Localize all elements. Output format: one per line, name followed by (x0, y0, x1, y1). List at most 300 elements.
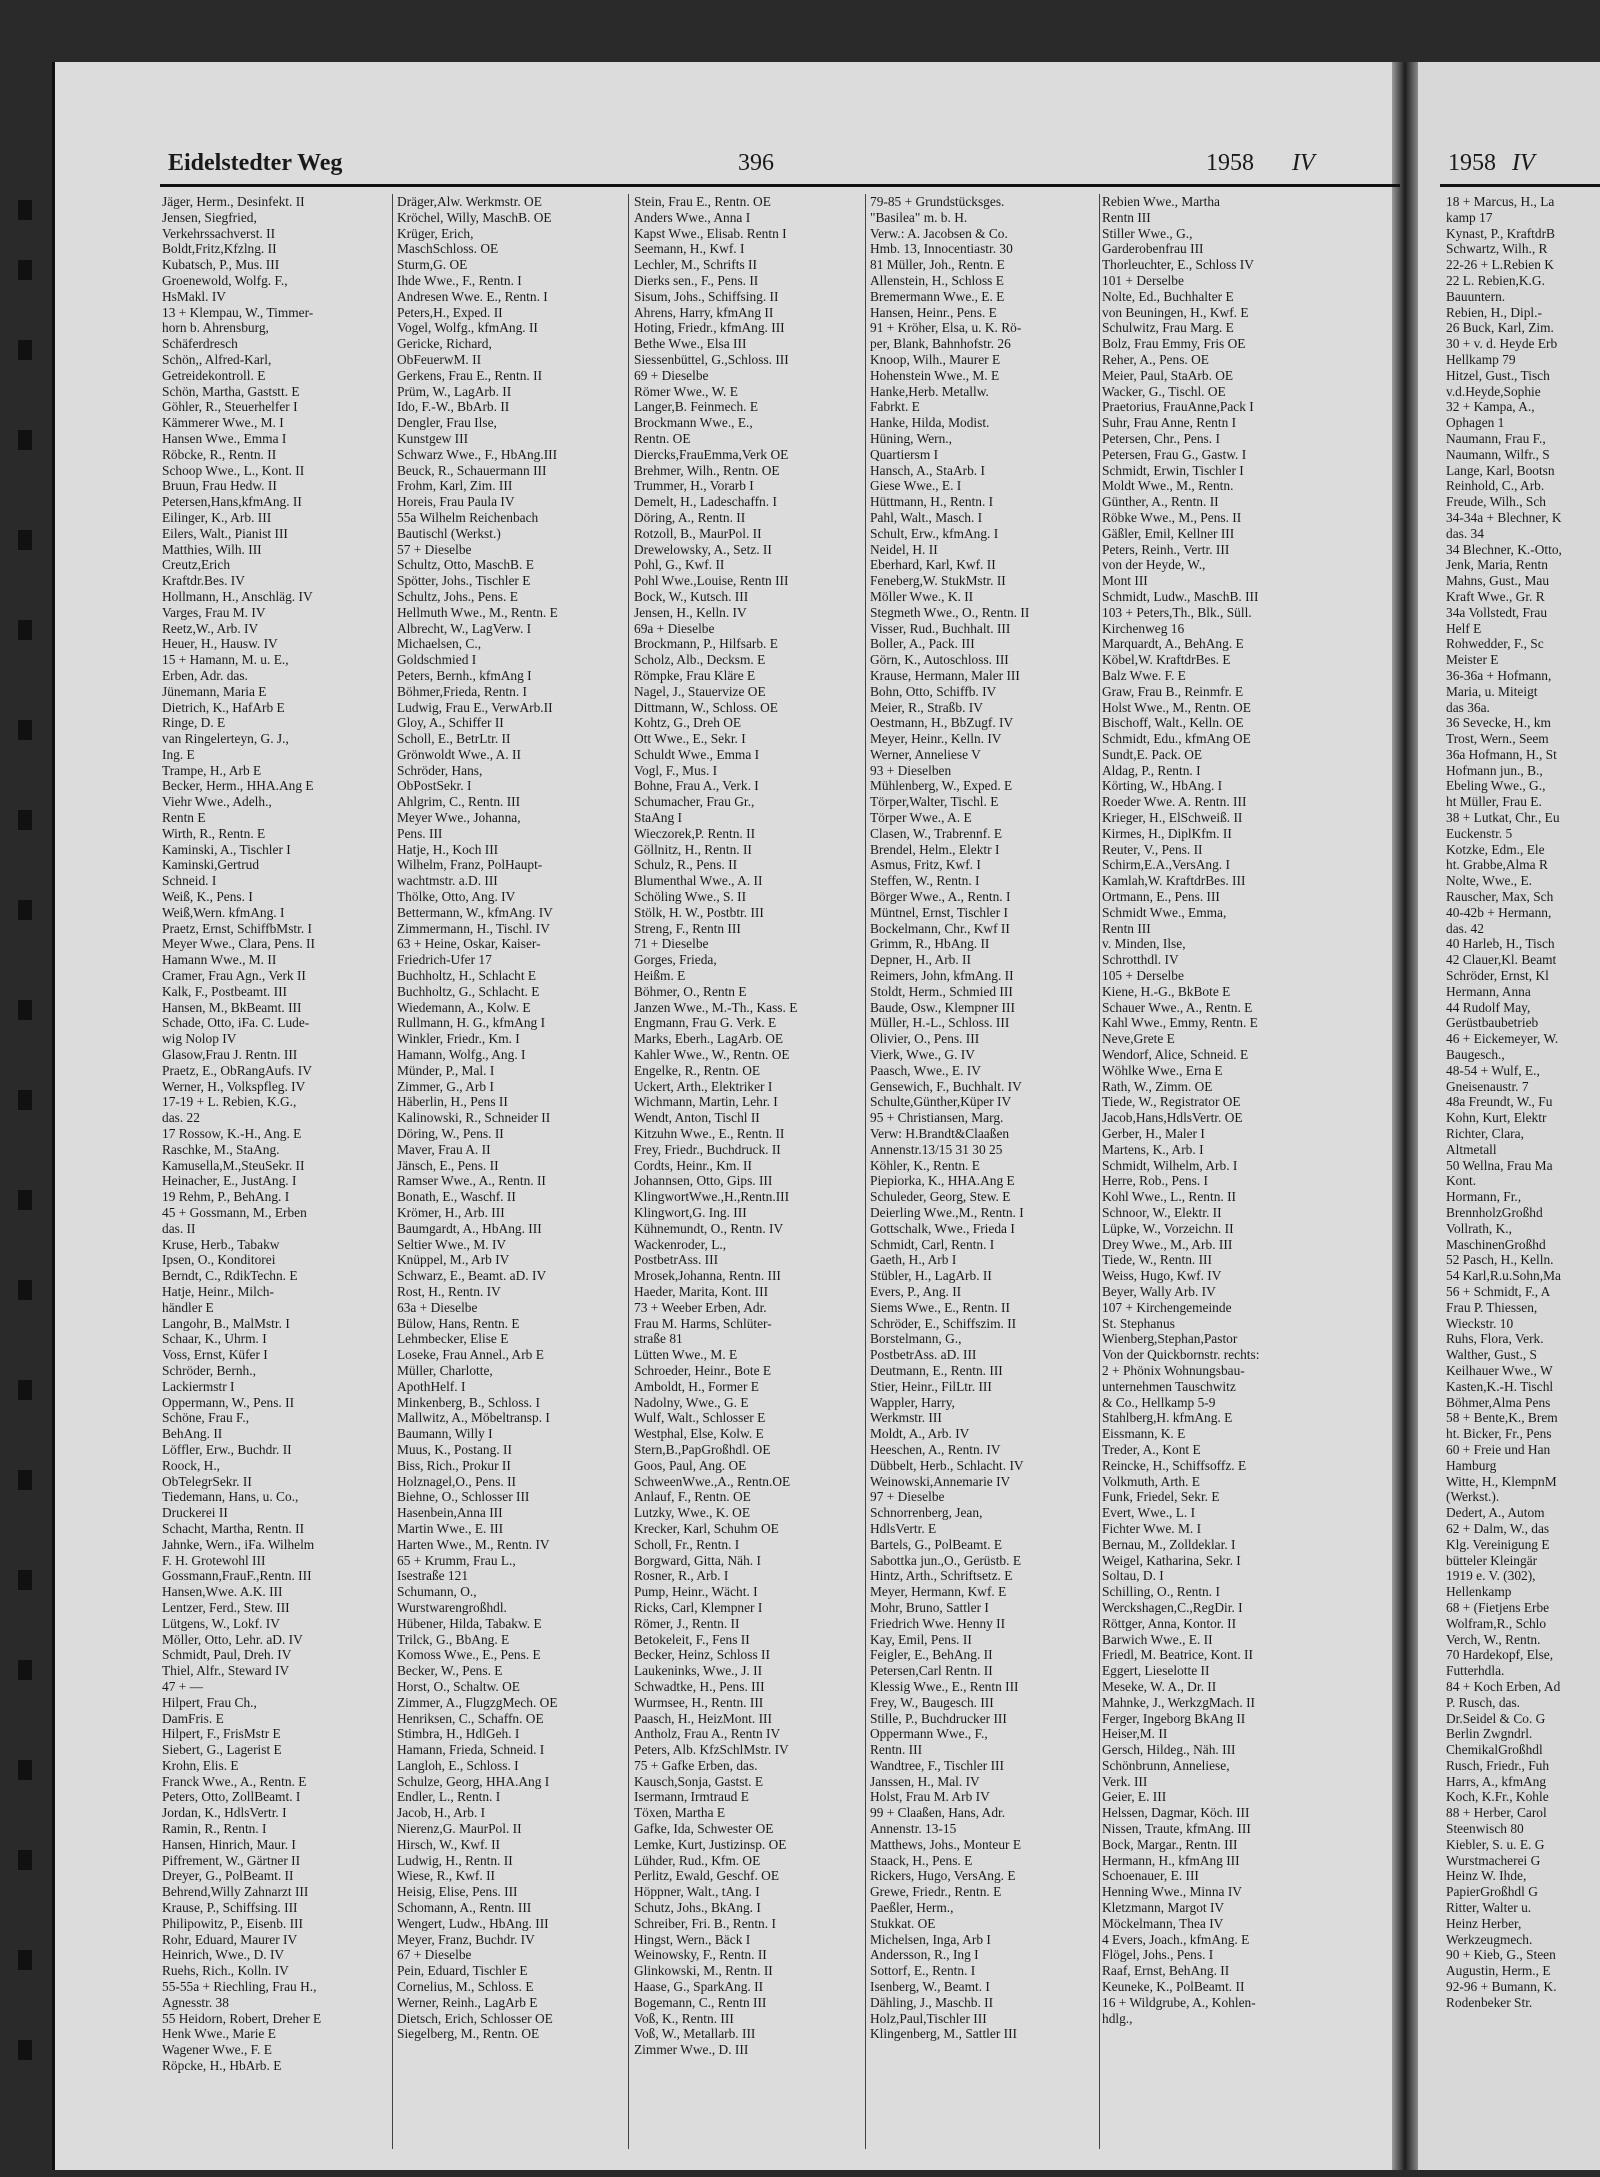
directory-entry: PapierGroßhdl G (1446, 1884, 1538, 1900)
directory-entry: Wurstwarengroßhdl. (397, 1599, 507, 1615)
directory-entry: 44 Rudolf May, (1446, 999, 1531, 1015)
directory-entry: Rentn E (162, 810, 206, 826)
directory-entry: ht. Grabbe,Alma R (1446, 857, 1548, 873)
directory-entry: Herre, Rob., Pens. I (1102, 1173, 1208, 1189)
directory-entry: Eberhard, Karl, Kwf. II (870, 557, 996, 573)
directory-entry: Gorges, Frieda, (634, 952, 717, 968)
directory-entry: Jensen, H., Kelln. IV (634, 604, 747, 620)
directory-entry: Prüm, W., LagArb. II (397, 383, 512, 399)
directory-entry: Sabottka jun.,O., Gerüstb. E (870, 1552, 1021, 1568)
directory-entry: Steenwisch 80 (1446, 1821, 1524, 1837)
directory-entry: Werner, Reinh., LagArb E (397, 1994, 538, 2010)
directory-entry: Graw, Frau B., Reinmfr. E (1102, 683, 1244, 699)
directory-entry: Buchholtz, G., Schlacht. E (397, 983, 540, 999)
directory-entry: 92-96 + Bumann, K. (1446, 1979, 1557, 1995)
directory-entry: Schnoor, W., Elektr. II (1102, 1205, 1222, 1220)
directory-entry: bütteler Kleingär (1446, 1552, 1538, 1568)
directory-entry: 4 Evers, Joach., kfmAng. E (1102, 1931, 1250, 1947)
directory-entry: Werkzeugmech. (1446, 1931, 1533, 1947)
directory-entry: 22 L. Rebien,K.G. (1446, 272, 1545, 288)
directory-entry: Harrs, A., kfmAng (1446, 1773, 1547, 1789)
directory-entry: Ebeling Wwe., G., (1446, 778, 1546, 794)
directory-entry: Röbke Wwe., M., Pens. II (1102, 509, 1242, 525)
directory-entry: Gäßler, Emil, Kellner III (1102, 525, 1235, 541)
directory-entry: Martin Wwe., E. III (397, 1520, 504, 1536)
directory-entry: 54 Karl,R.u.Sohn,Ma (1446, 1268, 1561, 1284)
directory-entry: Knoop, Wilh., Maurer E (870, 351, 1001, 367)
directory-entry: Brendel, Helm., Elektr I (870, 841, 1000, 857)
directory-entry: Ipsen, O., Konditorei (162, 1252, 276, 1268)
directory-entry: Dreyer, G., PolBeamt. II (162, 1868, 294, 1884)
directory-entry: Thorleuchter, E., Schloss IV (1102, 257, 1254, 273)
directory-entry: Dierks sen., F., Pens. II (634, 272, 759, 288)
directory-entry: Schult, Erw., kfmAng. I (870, 525, 999, 541)
directory-entry: Schwarz, E., Beamt. aD. IV (397, 1268, 547, 1284)
directory-entry: 2 + Phönix Wohnungsbau- (1102, 1362, 1245, 1378)
directory-entry: Gerüstbaubetrieb (1446, 1015, 1539, 1031)
directory-entry: von der Heyde, W., (1102, 557, 1206, 573)
directory-entry: Meseke, W. A., Dr. II (1102, 1678, 1217, 1694)
directory-entry: 46 + Eickemeyer, W. (1446, 1031, 1559, 1047)
directory-entry: Horeis, Frau Paula IV (397, 494, 515, 510)
directory-entry: Treder, A., Kont E (1102, 1441, 1201, 1457)
directory-entry: Wandtree, F., Tischler III (870, 1757, 1004, 1773)
directory-entry: DamFris. E (162, 1710, 224, 1726)
directory-entry: Loseke, Frau Annel., Arb E (397, 1347, 544, 1363)
directory-entry: Depner, H., Arb. II (870, 952, 971, 968)
directory-entry: Eissmann, K. E (1102, 1426, 1186, 1442)
directory-entry: Vogel, Wolfg., kfmAng. II (397, 320, 538, 336)
directory-entry: Kaminski,Gertrud (162, 857, 260, 873)
directory-entry: StaAng I (634, 810, 682, 826)
directory-entry: Kausch,Sonja, Gastst. E (634, 1773, 764, 1789)
directory-entry: Heeschen, A., Rentn. IV (870, 1441, 1001, 1457)
directory-entry: Rebien, H., Dipl.- (1446, 304, 1542, 320)
directory-entry: Johannsen, Otto, Gips. III (634, 1173, 773, 1189)
directory-entry: Creutz,Erich (162, 557, 231, 573)
directory-entry: Giese Wwe., E. I (870, 478, 962, 494)
directory-entry: Schneid. I (162, 873, 217, 889)
directory-entry: Jünemann, Maria E (162, 683, 267, 699)
directory-entry: Bock, W., Kutsch. III (634, 588, 749, 604)
directory-entry: Praetz, Ernst, SchiffbMstr. I (162, 920, 313, 936)
directory-entry: Deutmann, E., Rentn. III (870, 1362, 1003, 1378)
directory-entry: unternehmen Tauschwitz (1102, 1378, 1236, 1394)
directory-entry: 17 Rossow, K.-H., Ang. E (162, 1126, 302, 1142)
directory-entry: Schulze, Georg, HHA.Ang I (397, 1773, 550, 1789)
directory-entry: Kirchenweg 16 (1102, 620, 1185, 636)
directory-entry: Hansen, Heinr., Pens. E (870, 304, 997, 320)
facing-column (1446, 194, 1600, 2149)
directory-entry: Hermann, Anna (1446, 983, 1531, 999)
directory-entry: Petersen, Chr., Pens. I (1102, 430, 1220, 446)
directory-entry: Annenstr. 13-15 (870, 1821, 957, 1837)
directory-entry: Müntnel, Ernst, Tischler I (870, 904, 1008, 920)
directory-entry: 52 Pasch, H., Kelln. (1446, 1252, 1554, 1268)
directory-entry: Dengler, Frau Ilse, (397, 415, 497, 431)
directory-entry: ht Müller, Frau E. (1446, 794, 1542, 810)
directory-entry: 70 Hardekopf, Else, (1446, 1647, 1554, 1663)
directory-entry: Gensewich, F., Buchhalt. IV (870, 1078, 1022, 1094)
directory-entry: Demelt, H., Ladeschaffn. I (634, 494, 777, 510)
directory-entry: Dietsch, Erich, Schlosser OE (397, 2010, 553, 2026)
directory-entry: Rentn III (1102, 209, 1151, 225)
directory-entry: Hamburg (1446, 1457, 1497, 1473)
directory-entry: Lutzky, Wwe., K. OE (634, 1505, 751, 1521)
directory-entry: Siessenbüttel, G.,Schloss. III (634, 351, 789, 367)
directory-entry: 55 Heidorn, Robert, Dreher E (162, 2010, 322, 2026)
directory-entry: 48a Freundt, W., Fu (1446, 1094, 1553, 1110)
directory-entry: Schreiber, Fri. B., Rentn. I (634, 1915, 776, 1931)
directory-entry: Von der Quickbornstr. rechts: (1102, 1347, 1260, 1363)
directory-entry: Lütten Wwe., M. E (634, 1347, 738, 1363)
directory-entry: Steffen, W., Rentn. I (870, 873, 980, 889)
directory-entry: Hermann, H., kfmAng III (1102, 1852, 1240, 1868)
directory-entry: 73 + Weeber Erben, Adr. (634, 1299, 767, 1315)
directory-entry: Feneberg,W. StukMstr. II (870, 573, 1006, 589)
directory-entry: Diercks,FrauEmma,Verk OE (634, 446, 789, 462)
directory-entry: 13 + Klempau, W., Timmer- (162, 304, 314, 320)
directory-entry: Gerkens, Frau E., Rentn. II (397, 367, 543, 383)
column-divider (865, 194, 866, 2149)
directory-entry: Witte, H., KlempnM (1446, 1473, 1557, 1489)
directory-entry: Komoss Wwe., E., Pens. E (397, 1647, 541, 1663)
directory-entry: 79-85 + Grundstücksges. (870, 194, 1005, 209)
directory-entry: Dübbelt, Herb., Schlacht. IV (870, 1457, 1024, 1473)
directory-entry: Schwadtke, H., Pens. III (634, 1678, 765, 1694)
directory-entry: Bauuntern. (1446, 288, 1506, 304)
directory-entry: Lehmbecker, Elise E (397, 1331, 509, 1347)
directory-entry: Ruhs, Flora, Verk. (1446, 1331, 1544, 1347)
directory-entry: Piepiorka, K., HHA.Ang E (870, 1173, 1015, 1189)
directory-entry: Schäferdresch (162, 336, 238, 352)
directory-entry: 32 + Kampa, A., (1446, 399, 1535, 415)
directory-entry: Römpke, Frau Kläre E (634, 667, 756, 683)
directory-entry: Töxen, Martha E (634, 1805, 726, 1821)
directory-entry: Friedrich-Ufer 17 (397, 952, 492, 968)
directory-entry: Aldag, P., Rentn. I (1102, 762, 1201, 778)
directory-entry: Quartiersm I (870, 446, 939, 462)
directory-entry: Bogemann, C., Rentn III (634, 1994, 767, 2010)
directory-entry: Törper,Walter, Tischl. E (870, 794, 999, 810)
directory-entry: Pohl, G., Kwf. II (634, 557, 725, 573)
directory-entry: Biehne, O., Schlosser III (397, 1489, 530, 1505)
directory-entry: das 36a. (1446, 699, 1490, 715)
directory-entry: Wagener Wwe., F. E (162, 2042, 272, 2058)
directory-entry: Oppermann, W., Pens. II (162, 1394, 295, 1410)
directory-entry: Wienberg,Stephan,Pastor (1102, 1331, 1238, 1347)
directory-entry: Seemann, H., Kwf. I (634, 241, 745, 257)
directory-entry: Raschke, M., StaAng. (162, 1141, 280, 1157)
directory-entry: Ahlgrim, C., Rentn. III (397, 794, 521, 810)
directory-entry: Hilpert, Frau Ch., (162, 1694, 257, 1710)
directory-entry: Wendorf, Alice, Schneid. E (1102, 1047, 1249, 1063)
directory-entry: Stern,B.,PapGroßhdl. OE (634, 1441, 771, 1457)
directory-entry: Trummer, H., Vorarb I (634, 478, 754, 494)
directory-entry: 105 + Derselbe (1102, 968, 1184, 984)
directory-entry: 97 + Dieselbe (870, 1489, 945, 1505)
directory-entry: Weinowski,Annemarie IV (870, 1473, 1011, 1489)
directory-entry: Kahl Wwe., Emmy, Rentn. E (1102, 1015, 1258, 1031)
directory-entry: Cordts, Heinr., Km. II (634, 1157, 752, 1173)
directory-entry: hdlg., (1102, 2010, 1133, 2026)
directory-entry: 107 + Kirchengemeinde (1102, 1299, 1232, 1315)
directory-entry: Gersch, Hildeg., Näh. III (1102, 1742, 1236, 1758)
directory-entry: Kahler Wwe., W., Rentn. OE (634, 1047, 790, 1063)
directory-entry: Trampe, H., Arb E (162, 762, 262, 778)
directory-entry: 95 + Christiansen, Marg. (870, 1110, 1004, 1126)
directory-entry: Röpcke, H., HbArb. E (162, 2058, 282, 2074)
directory-entry: Becker, W., Pens. E (397, 1663, 503, 1679)
directory-entry: Wolfram,R., Schlo (1446, 1615, 1547, 1631)
directory-entry: Olivier, O., Pens. III (870, 1031, 980, 1047)
directory-entry: 34 Blechner, K.-Otto, (1446, 541, 1562, 557)
directory-entry: Römer Wwe., W. E (634, 383, 738, 399)
directory-entry: Göhler, R., Steuerhelfer I (162, 399, 298, 415)
directory-entry: Zimmermann, H., Tischl. IV (397, 920, 550, 936)
directory-entry: Minkenberg, B., Schloss. I (397, 1394, 540, 1410)
directory-entry: Kruse, Herb., Tabakw (162, 1236, 280, 1252)
directory-entry: Köhler, K., Rentn. E (870, 1157, 980, 1173)
directory-entry: Wieckstr. 10 (1446, 1315, 1514, 1331)
directory-entry: Hamann Wwe., M. II (162, 952, 277, 968)
column-5 (1102, 194, 1392, 2149)
directory-entry: Kiene, H.-G., BkBote E (1102, 983, 1231, 999)
directory-entry: Ricks, Carl, Klempner I (634, 1599, 763, 1615)
directory-entry: Hormann, Fr., (1446, 1189, 1522, 1205)
directory-entry: Vogl, F., Mus. I (634, 762, 718, 778)
directory-entry: Jänsch, E., Pens. II (397, 1157, 499, 1173)
directory-entry: Bethe Wwe., Elsa III (634, 336, 747, 352)
directory-entry: Sundt,E. Pack. OE (1102, 746, 1203, 762)
directory-entry: Krieger, H., ElSchweiß. II (1102, 810, 1243, 826)
directory-entry: 38 + Lutkat, Chr., Eu (1446, 810, 1560, 826)
directory-entry: Glinkowski, M., Rentn. II (634, 1963, 773, 1979)
column-divider (1099, 194, 1100, 2149)
directory-entry: Görn, K., Autoschloss. III (870, 652, 1009, 668)
directory-entry: Mohr, Bruno, Sattler I (870, 1599, 989, 1615)
directory-entry: Schröder, E., Schiffszim. II (870, 1315, 1017, 1331)
directory-entry: 84 + Koch Erben, Ad (1446, 1678, 1561, 1694)
directory-entry: Stoldt, Herm., Schmied III (870, 983, 1013, 999)
directory-entry: Schulwitz, Frau Marg. E (1102, 320, 1234, 336)
directory-entry: Nagel, J., Stauervize OE (634, 683, 766, 699)
directory-entry: Kynast, P., KraftdrB (1446, 225, 1555, 241)
directory-entry: Piffrement, W., Gärtner II (162, 1852, 301, 1868)
directory-entry: Gossmann,FrauF.,Rentn. III (162, 1568, 312, 1584)
directory-entry: Philipowitz, P., Eisenb. III (162, 1915, 303, 1931)
directory-entry: Scholz, Alb., Decksm. E (634, 652, 766, 668)
directory-entry: Reetz,W., Arb. IV (162, 620, 259, 636)
directory-entry: Ludwig, H., Rentn. II (397, 1852, 513, 1868)
directory-entry: Heinz W. Ihde, (1446, 1868, 1527, 1884)
directory-entry: Borgward, Gitta, Näh. I (634, 1552, 761, 1568)
directory-entry: Allenstein, H., Schloss E (870, 272, 1004, 288)
directory-entry: Grimm, R., HbAng. II (870, 936, 990, 952)
directory-entry: Visser, Rud., Buchhalt. III (870, 620, 1011, 636)
directory-entry: 30 + v. d. Heyde Erb (1446, 336, 1558, 352)
directory-entry: Frau P. Thiessen, (1446, 1299, 1538, 1315)
directory-entry: Schmidt, Paul, Dreh. IV (162, 1647, 292, 1663)
directory-entry: Schön, Martha, Gaststt. E (162, 383, 300, 399)
directory-entry: Stölk, H. W., Postbtr. III (634, 904, 764, 920)
directory-entry: Schoenauer, E. III (1102, 1868, 1199, 1884)
directory-entry: Balz Wwe. F. E (1102, 667, 1186, 683)
directory-entry: Ophagen 1 (1446, 415, 1505, 431)
directory-entry: Kiebler, S. u. E. G (1446, 1836, 1545, 1852)
directory-entry: Ramser Wwe., A., Rentn. II (397, 1173, 546, 1189)
directory-entry: 63a + Dieselbe (397, 1299, 478, 1315)
directory-entry: Verw: H.Brandt&Claaßen (870, 1126, 1010, 1142)
directory-entry: Rebien Wwe., Martha (1102, 194, 1220, 209)
directory-entry: Sturm,G. OE (397, 257, 468, 273)
directory-entry: Peters,H., Exped. II (397, 304, 503, 320)
directory-entry: Werckshagen,C.,RegDir. I (1102, 1599, 1243, 1615)
directory-entry: Peters, Reinh., Vertr. III (1102, 541, 1230, 557)
directory-entry: Bartels, G., PolBeamt. E (870, 1536, 1003, 1552)
directory-entry: Reher, A., Pens. OE (1102, 351, 1209, 367)
directory-entry: Matthews, Johs., Monteur E (870, 1836, 1022, 1852)
directory-entry: Peters, Alb. KfzSchlMstr. IV (634, 1742, 789, 1758)
directory-entry: Siebert, G., Lagerist E (162, 1742, 282, 1758)
directory-entry: Flögel, Johs., Pens. I (1102, 1947, 1214, 1963)
directory-entry: Roock, H., (162, 1457, 221, 1473)
directory-entry: ObFeuerwM. II (397, 351, 482, 367)
directory-entry: Rentn. III (870, 1742, 923, 1758)
directory-entry: Bohne, Frau A., Verk. I (634, 778, 759, 794)
directory-entry: das. 34 (1446, 525, 1484, 541)
directory-entry: Hansen, Hinrich, Maur. I (162, 1836, 296, 1852)
directory-entry: Volkmuth, Arth. E (1102, 1473, 1200, 1489)
directory-entry: Moldt Wwe., M., Rentn. (1102, 478, 1234, 494)
directory-entry: Uckert, Arth., Elektriker I (634, 1078, 773, 1094)
directory-entry: Törper Wwe., A. E (870, 810, 972, 826)
directory-entry: & Co., Hellkamp 5-9 (1102, 1394, 1216, 1410)
directory-entry: Heißm. E (634, 968, 686, 984)
directory-entry: Kämmerer Wwe., M. I (162, 415, 284, 431)
directory-entry: Knüppel, M., Arb IV (397, 1252, 510, 1268)
directory-entry: 55-55a + Riechling, Frau H., (162, 1979, 317, 1995)
directory-entry: Schultz, Otto, MaschB. E (397, 557, 534, 573)
directory-entry: 48-54 + Wulf, E., (1446, 1062, 1540, 1078)
directory-entry: Ott Wwe., E., Sekr. I (634, 731, 746, 747)
directory-entry: Evert, Wwe., L. I (1102, 1505, 1196, 1521)
directory-entry: Röbcke, R., Rentn. II (162, 446, 277, 462)
directory-entry: Rullmann, H. G., kfmAng I (397, 1015, 546, 1031)
directory-entry: Michelsen, Inga, Arb I (870, 1931, 991, 1947)
directory-entry: 99 + Claaßen, Hans, Adr. (870, 1805, 1006, 1821)
directory-entry: Pens. III (397, 825, 443, 841)
directory-entry: Meyer Wwe., Clara, Pens. II (162, 936, 315, 952)
directory-entry: Peters, Otto, ZollBeamt. I (162, 1789, 301, 1805)
directory-entry: Berlin Zwgndrl. (1446, 1726, 1533, 1742)
directory-entry: Bernau, M., Zolldeklar. I (1102, 1536, 1236, 1552)
directory-entry: 50 Wellna, Frau Ma (1446, 1157, 1553, 1173)
directory-entry: Kotzke, Edm., Ele (1446, 841, 1545, 857)
directory-entry: Hilpert, F., FrisMstr E (162, 1726, 281, 1742)
directory-entry: Hansen Wwe., Emma I (162, 430, 287, 446)
directory-entry: Klg. Vereinigung E (1446, 1536, 1550, 1552)
directory-entry: Stegmeth Wwe., O., Rentn. II (870, 604, 1030, 620)
directory-entry: 101 + Derselbe (1102, 272, 1184, 288)
directory-entry: Ortmann, E., Pens. III (1102, 889, 1220, 905)
directory-entry: Wiedemann, A., Kolw. E (397, 999, 531, 1015)
directory-entry: Krömer, H., Arb. III (397, 1205, 505, 1220)
directory-entry: Friedl, M. Beatrice, Kont. II (1102, 1647, 1253, 1663)
directory-entry: Bremermann Wwe., E. E (870, 288, 1005, 304)
directory-entry: Lechler, M., Schrifts II (634, 257, 757, 273)
directory-entry: v. Minden, Ilse, (1102, 936, 1186, 952)
directory-entry: Neve,Grete E (1102, 1031, 1175, 1047)
directory-entry: Augustin, Herm., E (1446, 1963, 1551, 1979)
directory-entry: Mahnke, J., WerkzgMach. II (1102, 1694, 1255, 1710)
directory-entry: Schwartz, Wilh., R (1446, 241, 1548, 257)
directory-entry: Praetorius, FrauAnne,Pack I (1102, 399, 1254, 415)
directory-entry: Oestmann, H., BbZugf. IV (870, 715, 1014, 731)
directory-entry: Pohl Wwe.,Louise, Rentn III (634, 573, 789, 589)
directory-entry: Möller, Otto, Lehr. aD. IV (162, 1631, 303, 1647)
directory-entry: Verw.: A. Jacobsen & Co. (870, 225, 1008, 241)
directory-entry: Höppner, Walt., tAng. I (634, 1884, 760, 1900)
directory-entry: Rentn III (1102, 920, 1151, 936)
directory-entry: Wackenroder, L., (634, 1236, 727, 1252)
directory-entry: Frohm, Karl, Zim. III (397, 478, 513, 494)
directory-entry: Paasch, H., HeizMont. III (634, 1710, 772, 1726)
directory-entry: Stein, Frau E., Rentn. OE (634, 194, 771, 209)
directory-entry: HdlsVertr. E (870, 1520, 937, 1536)
directory-entry: Trost, Wern., Seem (1446, 731, 1549, 747)
directory-entry: Werner, H., Volkspfleg. IV (162, 1078, 306, 1094)
facing-volume: IV (1512, 150, 1535, 176)
directory-entry: Wacker, G., Tischl. OE (1102, 383, 1226, 399)
directory-entry: Hansen,Wwe. A.K. III (162, 1584, 283, 1600)
directory-entry: Henk Wwe., Marie E (162, 2026, 276, 2042)
directory-entry: Annenstr.13/15 31 30 25 (870, 1141, 1003, 1157)
directory-entry: Sisum, Johs., Schiffsing. II (634, 288, 779, 304)
directory-entry: Hatje, Heinr., Milch- (162, 1283, 274, 1299)
directory-entry: Lühder, Rud., Kfm. OE (634, 1852, 761, 1868)
directory-entry: Hellkamp 79 (1446, 351, 1516, 367)
directory-entry: Jensen, Siegfried, (162, 209, 257, 225)
directory-entry: wachtmstr. a.D. III (397, 873, 498, 889)
directory-entry: Fichter Wwe. M. I (1102, 1520, 1202, 1536)
directory-entry: Jordan, K., HdlsVertr. I (162, 1805, 287, 1821)
directory-entry: Martens, K., Arb. I (1102, 1141, 1204, 1157)
directory-entry: Ing. E (162, 746, 195, 762)
directory-entry: Weinowsky, F., Rentn. II (634, 1947, 767, 1963)
directory-entry: KlingwortWwe.,H.,Rentn.III (634, 1189, 790, 1205)
directory-entry: Meyer Wwe., Johanna, (397, 810, 521, 826)
directory-entry: Schmidt Wwe., Emma, (1102, 904, 1227, 920)
directory-entry: Sottorf, E., Rentn. I (870, 1963, 976, 1979)
directory-entry: Rauscher, Max, Sch (1446, 889, 1554, 905)
directory-entry: Schöne, Frau F., (162, 1410, 250, 1426)
directory-entry: Kunstgew III (397, 430, 469, 446)
directory-entry: Schröder, Ernst, Kl (1446, 968, 1549, 984)
directory-entry: Rath, W., Zimm. OE (1102, 1078, 1213, 1094)
directory-entry: Euckenstr. 5 (1446, 825, 1513, 841)
directory-entry: Dedert, A., Autom (1446, 1505, 1545, 1521)
directory-entry: Mühlenberg, W., Exped. E (870, 778, 1013, 794)
directory-entry: Vierk, Wwe., G. IV (870, 1047, 975, 1063)
directory-entry: Praetz, E., ObRangAufs. IV (162, 1062, 312, 1078)
directory-entry: Schröder, Bernh., (162, 1362, 256, 1378)
directory-entry: Weiß,Wern. kfmAng. I (162, 904, 285, 920)
book-gutter (1392, 62, 1418, 2170)
directory-entry: van Ringelerteyn, G. J., (162, 731, 289, 747)
directory-entry: Isermann, Irmtraud E (634, 1789, 749, 1805)
directory-entry: Werner, Anneliese V (870, 746, 981, 762)
